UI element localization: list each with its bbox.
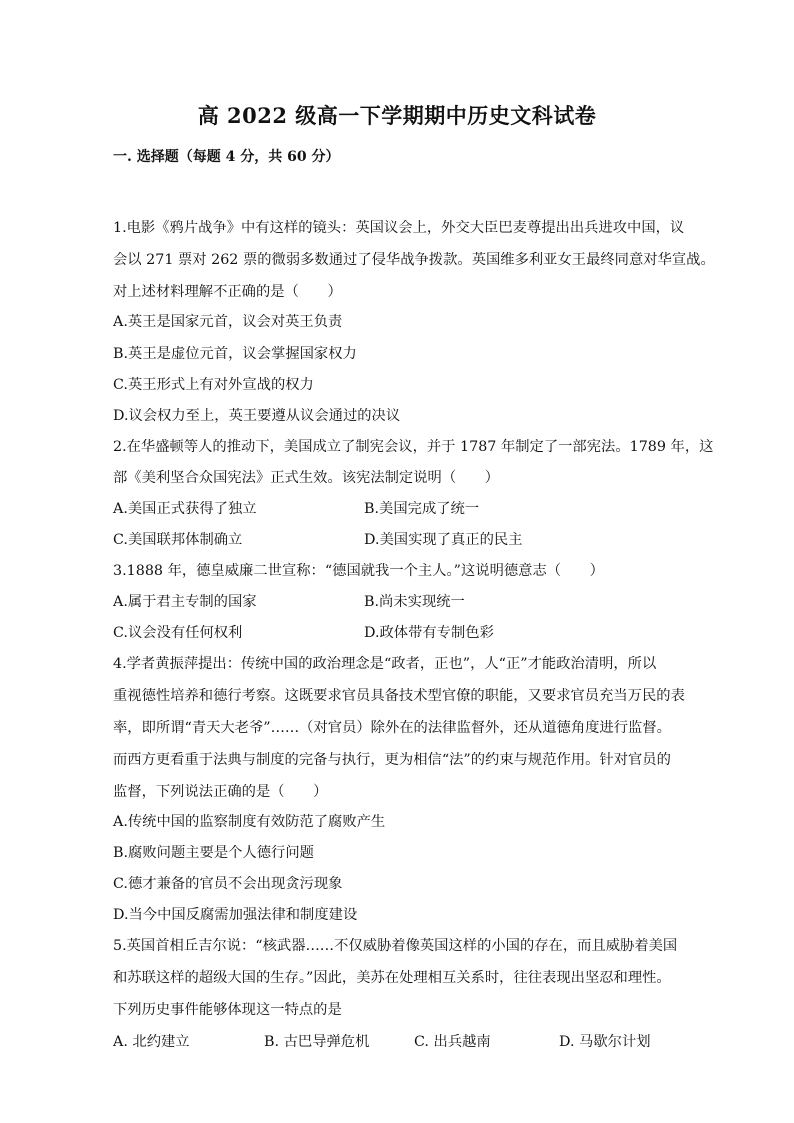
q4-option-d: D.当今中国反腐需加强法律和制度建设 — [113, 907, 358, 923]
q4-line-2: 重视德性培养和德行考察。这既要求官员具备技术型官僚的职能，又要求官员充当万民的表 — [113, 688, 685, 704]
q2-option-b: B.美国完成了统一 — [364, 501, 480, 517]
q1-option-b: B.英王是虚位元首，议会掌握国家权力 — [113, 346, 357, 362]
q3-line-1: 3.1888 年，德皇威廉二世宣称：“德国就我一个主人。”这说明德意志（ ） — [113, 563, 604, 579]
q1-option-d: D.议会权力至上，英王要遵从议会通过的决议 — [113, 408, 401, 424]
q5-line-1: 5.英国首相丘吉尔说：“核武器……不仅威胁着像英国这样的小国的存在，而且威胁着美国 — [113, 938, 678, 954]
q1-line-3: 对上述材料理解不正确的是（ ） — [113, 284, 342, 300]
q3-option-d: D.政体带有专制色彩 — [364, 625, 494, 641]
q5-line-3: 下列历史事件能够体现这一特点的是 — [113, 1002, 342, 1018]
q4-option-b: B.腐败问题主要是个人德行问题 — [113, 845, 314, 861]
q4-line-3: 率，即所谓“青天大老爷”……（对官员）除外在的法律监督外，还从道德角度进行监督。 — [113, 720, 671, 736]
q2-option-c: C.美国联邦体制确立 — [113, 532, 243, 548]
q1-option-a: A.英王是国家元首，议会对英王负责 — [113, 314, 343, 330]
q5-option-a: A. 北约建立 — [113, 1034, 190, 1050]
q4-option-c: C.德才兼备的官员不会出现贪污现象 — [113, 876, 343, 892]
q3-option-c: C.议会没有任何权利 — [113, 625, 243, 641]
q4-line-5: 监督，下列说法正确的是（ ） — [113, 784, 328, 800]
q4-option-a: A.传统中国的监察制度有效防范了腐败产生 — [113, 814, 386, 830]
q4-line-4: 而西方更看重于法典与制度的完备与执行，更为相信“法”的约束与规范作用。针对官员的 — [113, 752, 671, 768]
q1-line-1: 1.电影《鸦片战争》中有这样的镜头：英国议会上，外交大臣巴麦尊提出出兵进攻中国，议 — [113, 220, 685, 236]
q1-option-c: C.英王形式上有对外宣战的权力 — [113, 377, 314, 393]
q5-option-c: C. 出兵越南 — [414, 1034, 491, 1050]
q1-line-2: 会以 271 票对 262 票的微弱多数通过了侵华战争拨款。英国维多利亚女王最终同意对华宣战。 — [113, 252, 715, 268]
q2-line-1: 2.在华盛顿等人的推动下，美国成立了制宪会议，并于 1787 年制定了一部宪法。1789 年，这 — [113, 439, 714, 455]
section-heading: 一. 选择题（每题 4 分，共 60 分） — [113, 149, 340, 165]
q5-line-2: 和苏联这样的超级大国的生存。”因此，美苏在处理相互关系时，往往表现出坚忍和理性。 — [113, 970, 671, 986]
q5-option-d: D. 马歇尔计划 — [559, 1034, 651, 1050]
q5-option-b: B. 古巴导弹危机 — [264, 1034, 370, 1050]
q3-option-a: A.属于君主专制的国家 — [113, 594, 257, 610]
q3-option-b: B.尚未实现统一 — [364, 594, 465, 610]
q2-line-2: 部《美利坚合众国宪法》正式生效。该宪法制定说明（ ） — [113, 470, 500, 486]
q2-option-d: D.美国实现了真正的民主 — [364, 532, 523, 548]
q4-line-1: 4.学者黄振萍提出：传统中国的政治理念是“政者，正也”，人“正”才能政治清明，所以 — [113, 656, 657, 672]
q2-option-a: A.美国正式获得了独立 — [113, 501, 257, 517]
exam-title: 高 2022 级高一下学期期中历史文科试卷 — [197, 103, 597, 128]
